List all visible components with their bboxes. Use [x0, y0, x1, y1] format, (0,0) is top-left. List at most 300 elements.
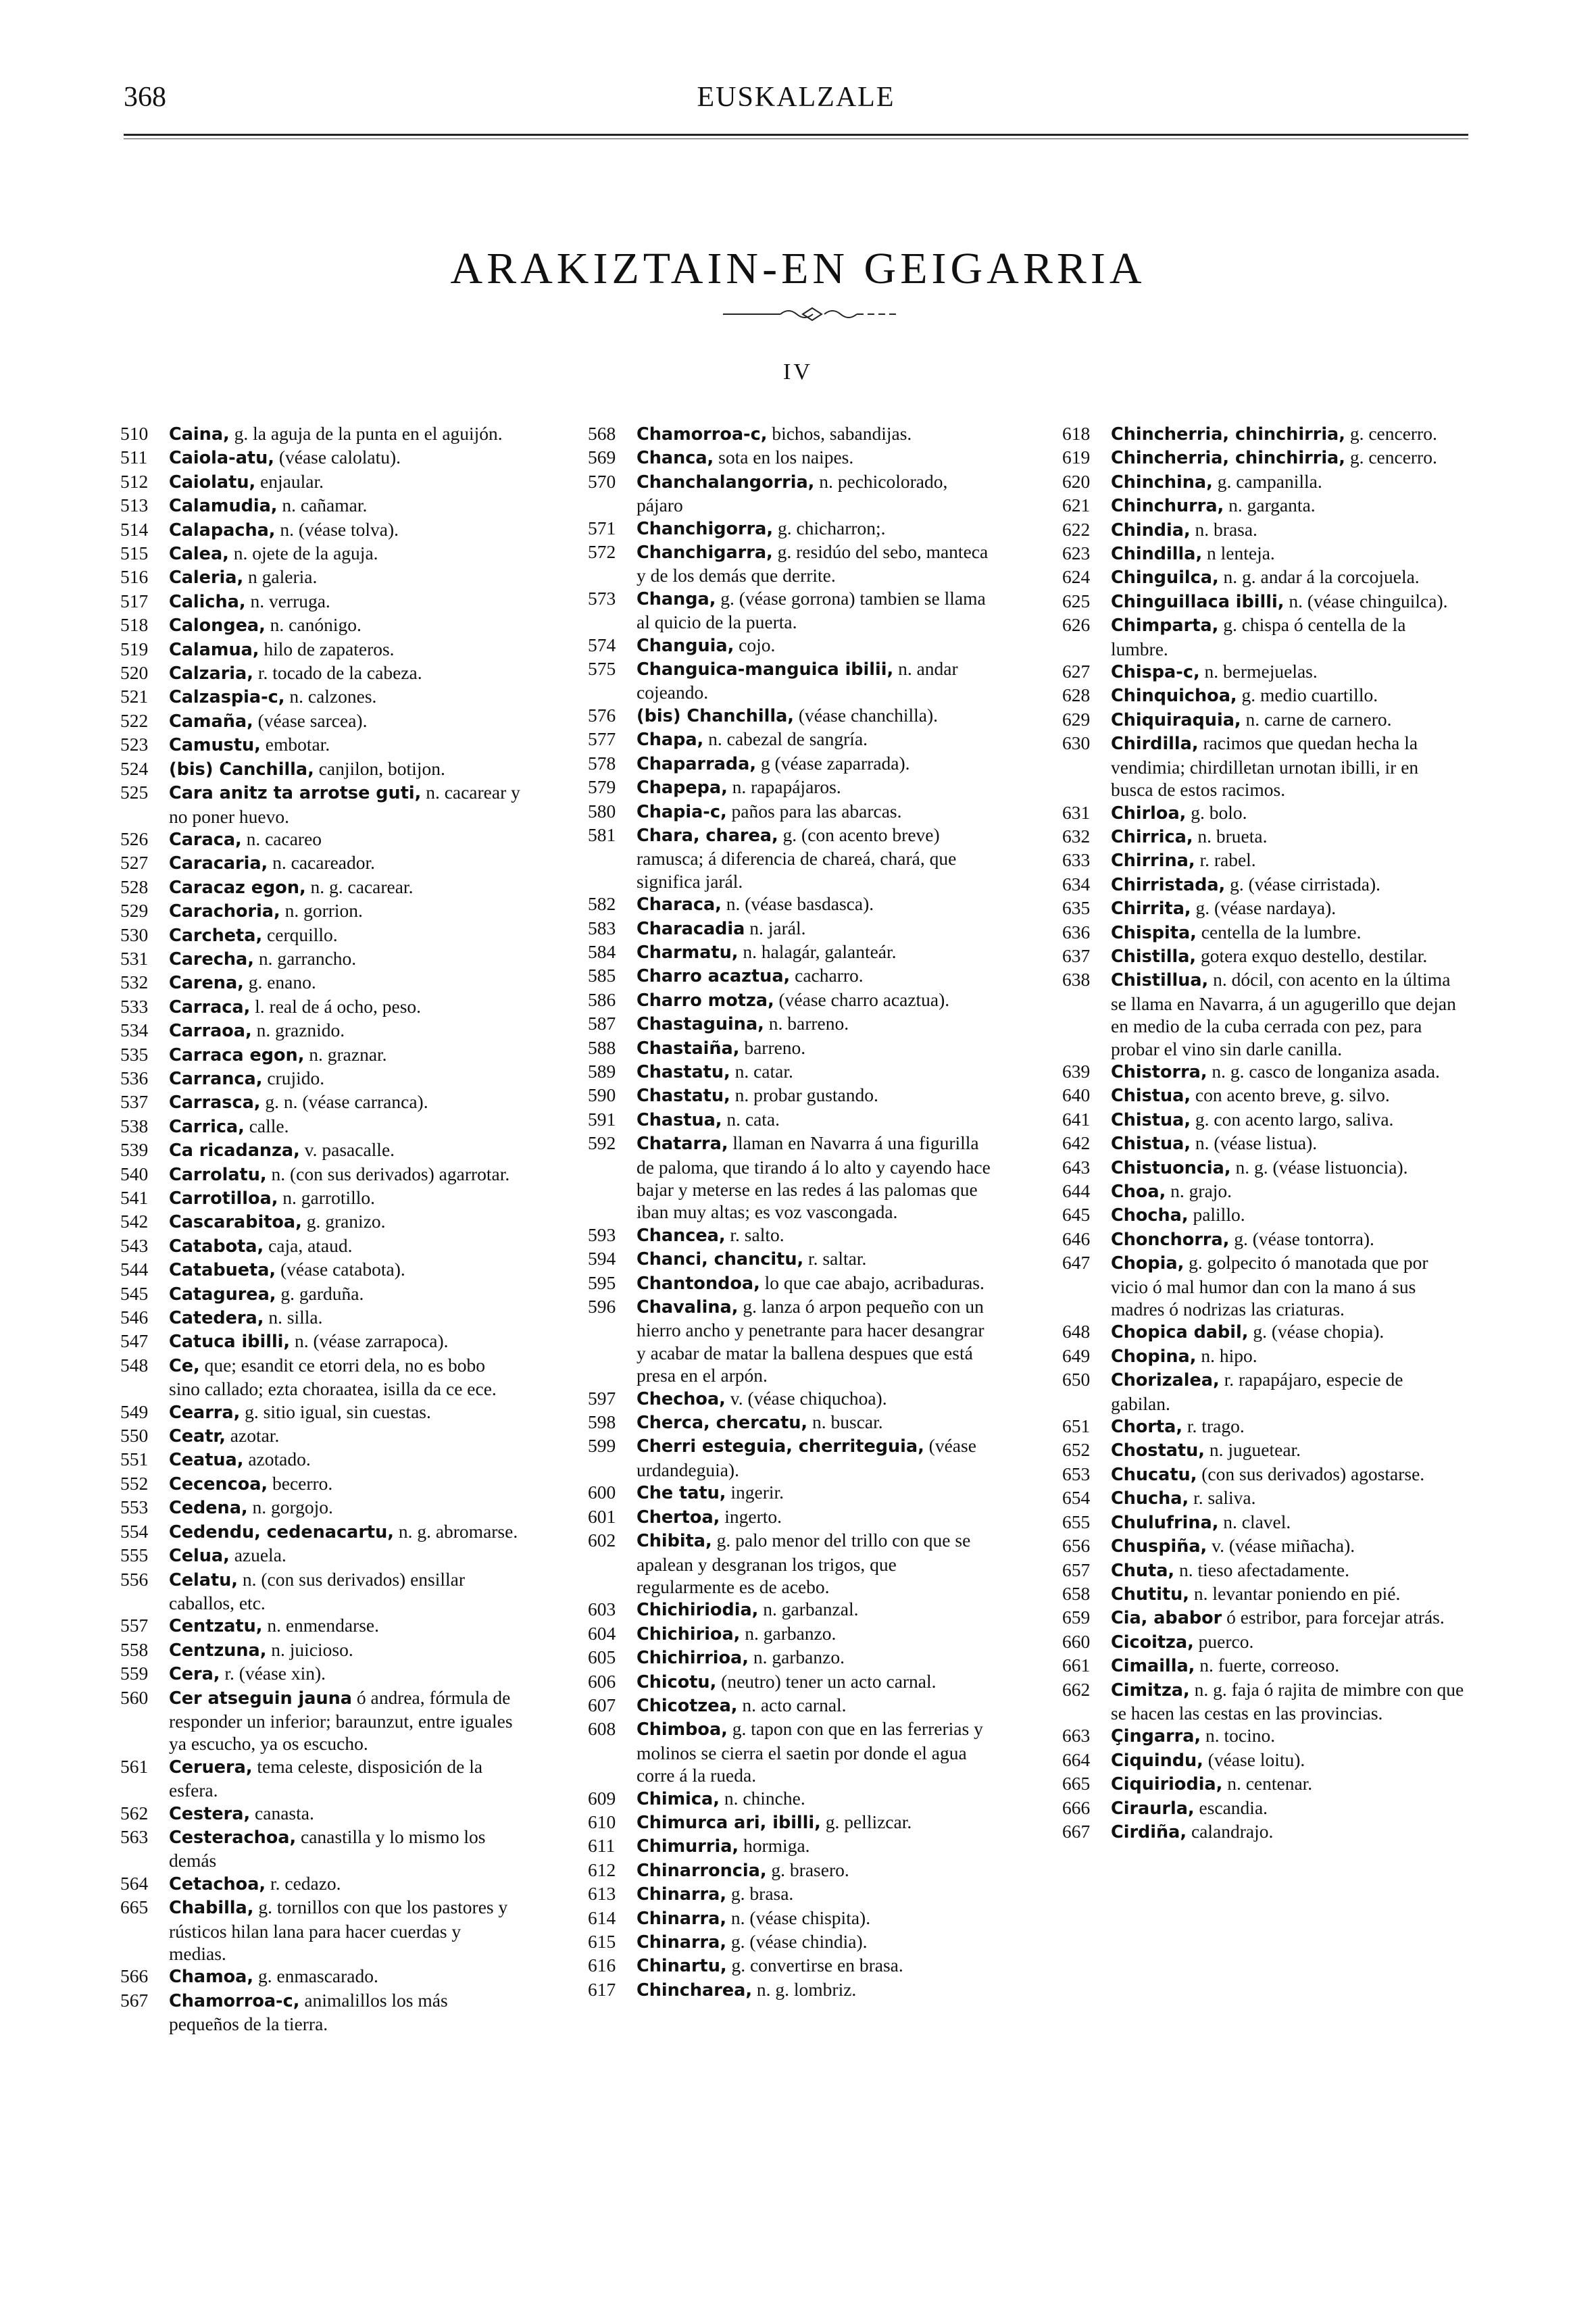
dictionary-entry — [588, 1694, 991, 1717]
dictionary-entry — [1062, 921, 1465, 945]
dictionary-entry — [120, 1424, 520, 1448]
entry-headword: (bis) Canchilla, — [169, 759, 314, 780]
dictionary-entry — [1062, 1534, 1465, 1558]
entry-definition: g. pellizcar. — [820, 1811, 912, 1832]
entry-number: 543 — [120, 1234, 149, 1256]
dictionary-entry — [1062, 849, 1465, 872]
dictionary-entry — [588, 446, 991, 470]
entry-definition: r. trago. — [1182, 1415, 1245, 1437]
entry-headword: Chabilla, — [169, 1898, 254, 1919]
entry-number: 546 — [120, 1307, 149, 1328]
entry-number: 563 — [120, 1826, 149, 1847]
entry-definition: g. campanilla. — [1212, 470, 1322, 492]
entry-definition: n. carne de carnero. — [1241, 708, 1392, 730]
entry-definition: n. jarál. — [745, 917, 806, 938]
entry-definition: v. pasacalle. — [299, 1139, 395, 1161]
entry-headword: Characadia — [637, 918, 745, 939]
entry-number: 517 — [120, 590, 149, 611]
entry-definition: g. (con acento breve) ramusca; á diferencia de chareá, chará, que significa jarál. — [637, 824, 957, 892]
entry-headword: Chirristada, — [1111, 874, 1226, 895]
entry-definition: azuela. — [229, 1544, 286, 1566]
dictionary-entry — [120, 876, 520, 899]
entry-definition: g. enmascarado. — [253, 1965, 378, 1987]
entry-definition: (véase catabota). — [276, 1259, 405, 1280]
entry-headword: Cirdiña, — [1111, 1821, 1187, 1842]
dictionary-entry — [1062, 1415, 1465, 1438]
dictionary-entry — [120, 1401, 520, 1424]
entry-headword: Charro motza, — [637, 990, 774, 1011]
dictionary-entry — [1062, 613, 1465, 660]
entry-number: 522 — [120, 709, 149, 731]
entry-definition: g. golpecito ó manotada que por vicio ó mal humor dan con la mano á sus madres ó nodrizas las criaturas. — [1111, 1252, 1428, 1320]
dictionary-entry — [120, 1138, 520, 1162]
dictionary-entry — [120, 518, 520, 542]
dictionary-entry — [1062, 684, 1465, 707]
entry-number: 554 — [120, 1520, 149, 1542]
entry-definition: g. con acento largo, saliva. — [1191, 1108, 1394, 1130]
entry-number: 593 — [588, 1224, 616, 1245]
entry-number: 652 — [1062, 1439, 1091, 1461]
entry-headword: Carraca, — [169, 997, 251, 1017]
entry-number: 531 — [120, 947, 149, 969]
entry-headword: Ciquindu, — [1111, 1750, 1203, 1771]
entry-number: 536 — [120, 1067, 149, 1088]
entry-definition: ó estribor, para forcejar atrás. — [1222, 1607, 1445, 1628]
entry-headword: Chuta, — [1111, 1560, 1175, 1581]
dictionary-entry — [120, 1234, 520, 1258]
entry-definition: n. bermejuelas. — [1199, 661, 1318, 682]
dictionary-entry — [120, 1163, 520, 1186]
entry-number: 527 — [120, 852, 149, 874]
entry-definition: n. cabezal de sangría. — [703, 728, 868, 750]
entry-headword: Cherri esteguia, cherriteguia, — [637, 1436, 924, 1457]
dictionary-entry — [588, 1247, 991, 1271]
entry-number: 545 — [120, 1282, 149, 1304]
entry-definition: caja, ataud. — [264, 1234, 353, 1256]
entry-definition: azotado. — [243, 1449, 311, 1470]
dictionary-entry — [1062, 446, 1465, 470]
dictionary-entry — [120, 924, 520, 947]
entry-headword: Chispita, — [1111, 922, 1197, 943]
dictionary-entry — [588, 587, 991, 634]
entry-headword: Centzuna, — [169, 1640, 267, 1661]
entry-definition: canastilla y lo mismo los demás — [169, 1826, 486, 1871]
entry-number: 550 — [120, 1425, 149, 1447]
entry-definition: n. tieso afectadamente. — [1174, 1559, 1349, 1580]
entry-definition: g. (véase cirristada). — [1225, 873, 1381, 895]
entry-headword: Caina, — [169, 424, 230, 445]
entry-definition: n. graznar. — [304, 1043, 387, 1065]
entry-headword: Carena, — [169, 973, 244, 994]
entry-headword: Carrotilloa, — [169, 1188, 278, 1209]
entry-definition: con acento breve, g. silvo. — [1191, 1084, 1390, 1106]
dictionary-entry — [120, 1662, 520, 1686]
dictionary-entry — [1062, 1654, 1465, 1678]
entry-headword: Calicha, — [169, 591, 246, 612]
entry-definition: racimos que quedan hecha la vendimia; chirdilletan urnotan ibilli, ir en busca de estos racimos. — [1111, 732, 1419, 801]
entry-number: 656 — [1062, 1535, 1091, 1557]
entry-number: 636 — [1062, 921, 1091, 942]
dictionary-entry — [120, 613, 520, 637]
entry-definition: n. garrotillo. — [278, 1187, 376, 1208]
entry-number: 558 — [120, 1638, 149, 1660]
entry-definition: gotera exquo destello, destilar. — [1196, 945, 1428, 966]
entry-definition: enjaular. — [255, 470, 324, 492]
entry-headword: Chichiriodia, — [637, 1600, 759, 1621]
entry-headword: Chistilla, — [1111, 946, 1197, 967]
entry-number: 564 — [120, 1872, 149, 1894]
entry-number: 542 — [120, 1211, 149, 1232]
dictionary-entry — [588, 1834, 991, 1858]
dictionary-entry — [588, 1954, 991, 1978]
entry-headword: Chapa, — [637, 730, 704, 751]
entry-number: 665 — [120, 1896, 149, 1918]
entry-headword: Caracaz egon, — [169, 877, 306, 898]
entry-number: 596 — [588, 1296, 616, 1317]
entry-definition: n. juicioso. — [266, 1638, 353, 1660]
entry-headword: Chamorroa-c, — [637, 424, 768, 445]
entry-definition: n. garrancho. — [253, 947, 357, 969]
entry-headword: Chirloa, — [1111, 803, 1187, 824]
entry-definition: n galeria. — [243, 566, 318, 588]
entry-definition: ó andrea, fórmula de responder un inferior; baraunzut, entre iguales ya escucho, ya os escucho. — [169, 1686, 513, 1755]
entry-headword: Chopina, — [1111, 1346, 1197, 1367]
column-1 — [120, 422, 520, 2036]
entry-number: 533 — [120, 995, 149, 1017]
entry-number: 666 — [1062, 1796, 1091, 1818]
entry-definition: azotar. — [225, 1425, 280, 1447]
entry-definition: lo que cae abajo, acribaduras. — [759, 1272, 984, 1293]
dictionary-entry — [1062, 968, 1465, 1060]
entry-headword: Chatarra, — [637, 1134, 728, 1155]
entry-definition: r. saltar. — [803, 1248, 867, 1269]
entry-headword: Centzatu, — [169, 1616, 263, 1637]
entry-headword: Chamorroa-c, — [169, 1990, 300, 2011]
entry-number: 608 — [588, 1718, 616, 1740]
entry-number: 599 — [588, 1435, 616, 1457]
entry-definition: cerquillo. — [262, 924, 338, 945]
entry-headword: Catuca ibilli, — [169, 1332, 291, 1353]
entry-number: 528 — [120, 876, 149, 897]
entry-number: 538 — [120, 1115, 149, 1136]
entry-headword: Cicoitza, — [1111, 1632, 1194, 1653]
entry-number: 578 — [588, 752, 616, 774]
dictionary-entry — [1062, 1203, 1465, 1227]
entry-number: 552 — [120, 1472, 149, 1494]
entry-definition: n. barreno. — [764, 1013, 849, 1034]
entry-number: 641 — [1062, 1108, 1091, 1130]
dictionary-entry — [1062, 1820, 1465, 1844]
entry-headword: Cimitza, — [1111, 1680, 1190, 1701]
entry-headword: Ca ricadanza, — [169, 1140, 300, 1161]
entry-definition: hormiga. — [739, 1835, 810, 1857]
dictionary-entry — [588, 892, 991, 916]
dictionary-entry — [588, 634, 991, 657]
dictionary-entry — [120, 1186, 520, 1210]
entry-headword: Chancea, — [637, 1225, 726, 1246]
entry-number: 609 — [588, 1787, 616, 1809]
entry-headword: Chorta, — [1111, 1417, 1183, 1438]
entry-number: 667 — [1062, 1820, 1091, 1842]
dictionary-entry — [120, 1896, 520, 1965]
entry-number: 530 — [120, 924, 149, 945]
entry-number: 592 — [588, 1132, 616, 1154]
entry-number: 632 — [1062, 825, 1091, 847]
entry-number: 526 — [120, 828, 149, 849]
entry-number: 597 — [588, 1387, 616, 1409]
entry-definition: g. chispa ó centella de la lumbre. — [1111, 614, 1406, 659]
dictionary-entry — [120, 1354, 520, 1401]
dictionary-entry — [588, 1505, 991, 1529]
entry-definition: r. (véase xin). — [220, 1663, 326, 1684]
entry-definition: v. (véase miñacha). — [1207, 1535, 1355, 1557]
dictionary-entry — [120, 1090, 520, 1114]
entry-headword: Chindia, — [1111, 520, 1191, 540]
entry-number: 603 — [588, 1599, 616, 1620]
entry-definition: g. tornillos con que los pastores y rústicos hilan lana para hacer cuerdas y medias. — [169, 1896, 508, 1964]
dictionary-entry — [120, 1258, 520, 1282]
entry-headword: Catagurea, — [169, 1284, 276, 1305]
entry-number: 576 — [588, 704, 616, 726]
entry-headword: Caracaria, — [169, 853, 268, 874]
entry-definition: n. garbanzo. — [748, 1646, 845, 1668]
dictionary-entry — [1062, 732, 1465, 801]
dictionary-entry — [120, 1686, 520, 1755]
dictionary-entry — [588, 1717, 991, 1786]
entry-definition: (véase sarcea). — [253, 709, 368, 731]
dictionary-entry — [1062, 1108, 1465, 1132]
entry-headword: Carrica, — [169, 1116, 245, 1137]
entry-number: 595 — [588, 1272, 616, 1293]
entry-headword: Chostatu, — [1111, 1440, 1205, 1461]
entry-number: 537 — [120, 1091, 149, 1113]
entry-number: 511 — [120, 447, 148, 468]
dictionary-entry — [1062, 518, 1465, 542]
running-head — [124, 81, 1468, 122]
entry-headword: Chispa-c, — [1111, 662, 1200, 683]
dictionary-entry — [1062, 1368, 1465, 1415]
entry-headword: Chantondoa, — [637, 1273, 760, 1294]
entry-definition: n. enmendarse. — [262, 1615, 380, 1636]
entry-number: 560 — [120, 1686, 149, 1708]
entry-definition: g (véase zaparrada). — [756, 752, 910, 774]
entry-headword: Carachoria, — [169, 901, 280, 922]
dictionary-entry — [1062, 1724, 1465, 1748]
entry-definition: n. cacarear y no poner huevo. — [169, 782, 520, 827]
dictionary-entry — [1062, 1060, 1465, 1084]
entry-definition: n. (con sus derivados) agarrotar. — [266, 1163, 510, 1184]
entry-number: 648 — [1062, 1321, 1091, 1342]
entry-number: 583 — [588, 917, 616, 938]
entry-headword: Chopia, — [1111, 1253, 1184, 1274]
entry-headword: Chirdilla, — [1111, 734, 1199, 755]
dictionary-entry — [120, 661, 520, 685]
entry-headword: Catabueta, — [169, 1260, 276, 1281]
entry-number: 651 — [1062, 1415, 1091, 1437]
entry-definition: g. palo menor del trillo con que se apalean y desgranan los trigos, que regularmente es de acebo. — [637, 1530, 971, 1597]
entry-number: 581 — [588, 824, 616, 845]
entry-number: 515 — [120, 543, 149, 564]
dictionary-entry — [588, 1108, 991, 1132]
entry-number: 644 — [1062, 1180, 1091, 1201]
entry-number: 598 — [588, 1411, 616, 1433]
dictionary-entry — [120, 494, 520, 518]
dictionary-entry — [120, 1282, 520, 1306]
entry-headword: Chinchurra, — [1111, 496, 1224, 517]
entry-definition: n. acto carnal. — [737, 1694, 847, 1715]
entry-headword: Chechoa, — [637, 1388, 726, 1409]
entry-definition: n. garbanzo. — [740, 1622, 837, 1644]
entry-definition: escandia. — [1194, 1796, 1268, 1818]
dictionary-entry — [120, 947, 520, 971]
entry-definition: r. cedazo. — [266, 1872, 341, 1894]
entry-definition: (véase loitu). — [1203, 1749, 1305, 1770]
dictionary-entry — [120, 1544, 520, 1567]
entry-definition: n lenteja. — [1202, 543, 1275, 564]
entry-definition: (véase chanchilla). — [793, 704, 938, 726]
dictionary-entry — [120, 422, 520, 446]
entry-headword: Çingarra, — [1111, 1726, 1201, 1747]
entry-number: 601 — [588, 1505, 616, 1527]
entry-definition: calandrajo. — [1187, 1820, 1274, 1842]
dictionary-entry — [1062, 542, 1465, 565]
entry-definition: n. juguetear. — [1205, 1439, 1301, 1461]
dictionary-entry — [588, 470, 991, 517]
entry-headword: Calamudia, — [169, 496, 278, 517]
dictionary-entry — [588, 940, 991, 964]
entry-headword: Celatu, — [169, 1569, 238, 1590]
entry-definition: n. g. cacarear. — [305, 876, 414, 897]
dictionary-entry — [1062, 1156, 1465, 1180]
dictionary-entry — [1062, 422, 1465, 446]
entry-headword: Chanci, chancitu, — [637, 1249, 804, 1270]
entry-definition: bichos, sabandijas. — [767, 423, 912, 444]
entry-headword: Cascarabitoa, — [169, 1212, 302, 1233]
entry-number: 572 — [588, 541, 616, 563]
entry-headword: Ciquiriodia, — [1111, 1774, 1223, 1795]
dictionary-entry — [588, 422, 991, 446]
dictionary-entry — [120, 638, 520, 661]
entry-definition: g. enano. — [243, 972, 316, 993]
dictionary-entry — [120, 1330, 520, 1353]
dictionary-entry — [1062, 1772, 1465, 1796]
entry-definition: ingerir. — [726, 1482, 784, 1503]
dictionary-entry — [1062, 1486, 1465, 1510]
dictionary-entry — [588, 988, 991, 1012]
entry-headword: Caiola-atu, — [169, 448, 274, 469]
dictionary-entry — [120, 1872, 520, 1896]
entry-number: 612 — [588, 1859, 616, 1880]
dictionary-entry — [588, 517, 991, 540]
entry-number: 646 — [1062, 1228, 1091, 1249]
entry-number: 654 — [1062, 1487, 1091, 1509]
dictionary-entry — [120, 851, 520, 875]
entry-number: 660 — [1062, 1630, 1091, 1652]
dictionary-entry — [1062, 1559, 1465, 1582]
entry-headword: Carecha, — [169, 949, 254, 970]
dictionary-entry — [120, 565, 520, 589]
dictionary-entry — [1062, 1084, 1465, 1107]
entry-definition: cacharro. — [790, 965, 864, 986]
dictionary-entry — [588, 917, 991, 940]
entry-headword: Chastua, — [637, 1109, 722, 1130]
dictionary-entry — [120, 899, 520, 923]
entry-headword: Chanchalangorria, — [637, 472, 815, 493]
dictionary-entry — [1062, 1749, 1465, 1772]
entry-definition: n. cañamar. — [277, 495, 368, 516]
entry-number: 630 — [1062, 732, 1091, 754]
dictionary-entry — [120, 1965, 520, 1988]
entry-definition: n. garganta. — [1224, 495, 1316, 516]
entry-headword: Chanchigarra, — [637, 543, 773, 563]
entry-definition: g. la aguja de la punta en el aguijón. — [229, 423, 503, 444]
dictionary-entry — [588, 1411, 991, 1434]
entry-headword: Chistorra, — [1111, 1061, 1207, 1082]
entry-headword: Chimurria, — [637, 1836, 739, 1857]
entry-definition: r. rabel. — [1195, 849, 1256, 871]
entry-headword: Chamoa, — [169, 1967, 254, 1988]
dictionary-entry — [588, 1859, 991, 1882]
entry-headword: Chinarra, — [637, 1908, 727, 1929]
entry-number: 627 — [1062, 661, 1091, 682]
entry-headword: Calongea, — [169, 615, 266, 636]
entry-headword: Chertoa, — [637, 1507, 720, 1528]
article-title: ARAKIZTAIN-EN GEIGARRIA — [450, 244, 1146, 293]
header-rule — [124, 134, 1468, 136]
entry-definition: n. brasa. — [1190, 518, 1257, 540]
entry-number: 659 — [1062, 1607, 1091, 1628]
entry-number: 614 — [588, 1907, 616, 1928]
entry-headword: Carrasca, — [169, 1092, 261, 1113]
entry-headword: Ce, — [169, 1355, 200, 1376]
entry-number: 642 — [1062, 1132, 1091, 1154]
entry-number: 547 — [120, 1330, 149, 1352]
entry-headword: Cecencoa, — [169, 1474, 268, 1494]
entry-number: 613 — [588, 1883, 616, 1905]
dictionary-entry — [1062, 1582, 1465, 1606]
dictionary-entry — [120, 1802, 520, 1826]
entry-number: 665 — [1062, 1773, 1091, 1794]
entry-number: 638 — [1062, 969, 1091, 990]
dictionary-entry — [120, 1614, 520, 1638]
entry-number: 557 — [120, 1615, 149, 1636]
entry-headword: Chinguilca, — [1111, 568, 1219, 588]
entry-number: 513 — [120, 495, 149, 516]
entry-number: 574 — [588, 634, 616, 655]
entry-headword: Cetachoa, — [169, 1873, 266, 1894]
dictionary-entry — [120, 1306, 520, 1330]
entry-number: 639 — [1062, 1060, 1091, 1082]
entry-number: 534 — [120, 1020, 149, 1041]
entry-number: 619 — [1062, 447, 1091, 468]
entry-headword: Chorizalea, — [1111, 1370, 1220, 1391]
entry-definition: n. grajo. — [1166, 1180, 1232, 1201]
entry-headword: Cedena, — [169, 1498, 248, 1519]
entry-definition: n. (con sus derivados) ensillar caballos, etc. — [169, 1568, 466, 1613]
entry-definition: n. g. faja ó rajita de mimbre con que se hacen las cestas en las provincias. — [1111, 1678, 1464, 1724]
entry-definition: paños para las abarcas. — [726, 800, 902, 822]
dictionary-entry — [588, 824, 991, 892]
entry-headword: Ceatr, — [169, 1426, 226, 1447]
entry-definition: n. g. (véase listuoncia). — [1230, 1156, 1408, 1178]
entry-headword: Chucatu, — [1111, 1464, 1197, 1485]
dictionary-entry — [588, 1811, 991, 1834]
entry-number: 532 — [120, 972, 149, 993]
dictionary-entry — [120, 971, 520, 995]
entry-definition: n. g. abromarse. — [393, 1520, 518, 1542]
dictionary-entry — [1062, 945, 1465, 968]
dictionary-entry — [1062, 590, 1465, 613]
